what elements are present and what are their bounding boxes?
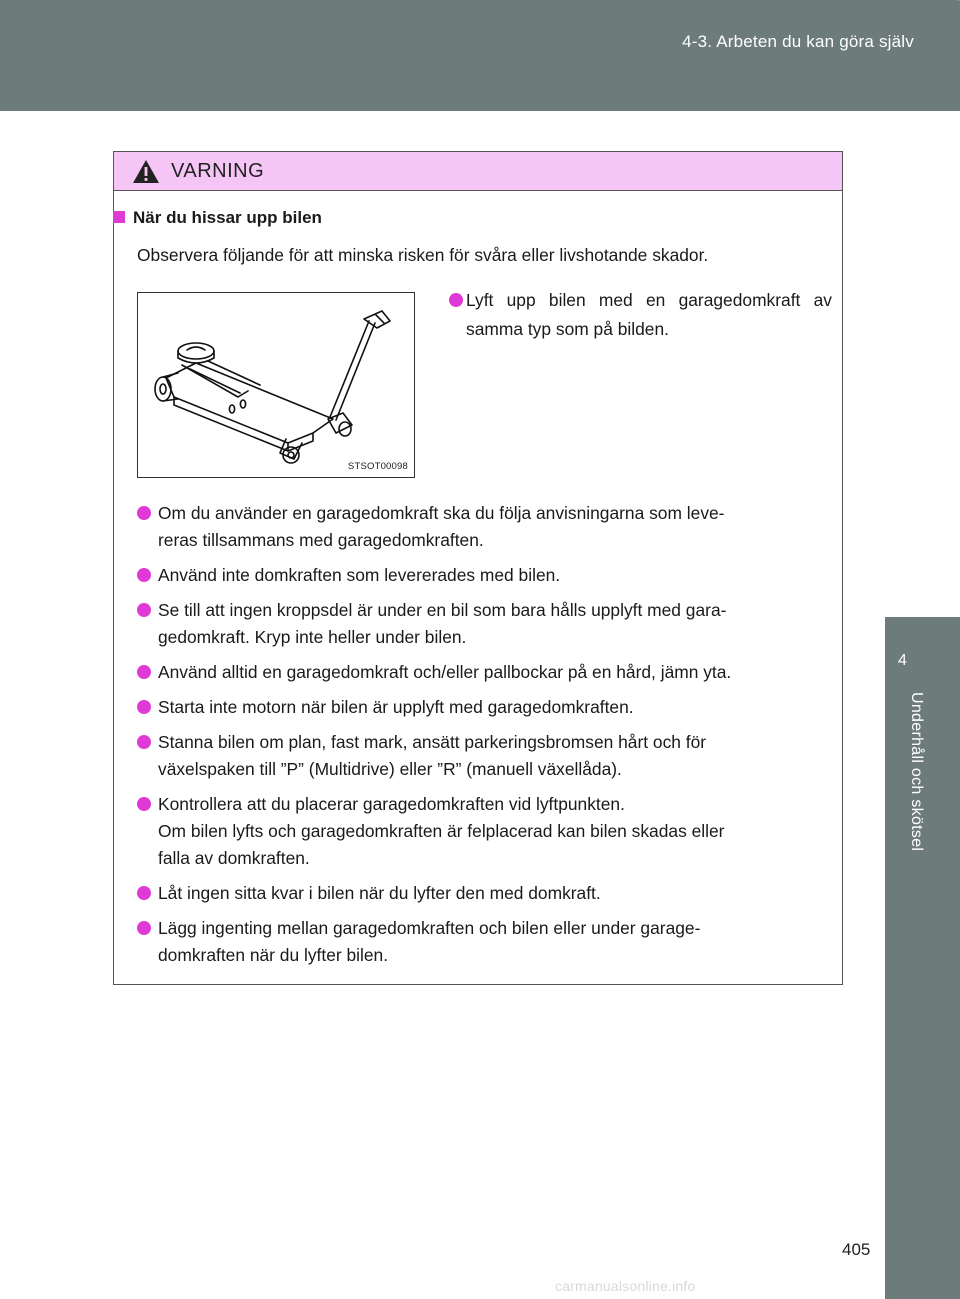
- list-item: [137, 915, 832, 969]
- square-bullet-icon: [113, 211, 125, 223]
- garage-jack-illustration: [137, 292, 415, 478]
- section-heading: [113, 208, 322, 228]
- bullet-text: Kontrollera att du placerar garagedomkraften vid lyftpunkten. Om bilen lyfts och garagedomkraften är felplacerad kan bilen skadas eller falla av domkraften.: [158, 794, 725, 868]
- garage-jack-icon: [138, 293, 414, 477]
- list-item: [137, 880, 832, 907]
- section-title: 4-3. Arbeten du kan göra själv: [682, 32, 914, 51]
- bullet-dot-icon: [137, 506, 151, 520]
- header-band: [0, 0, 960, 111]
- chapter-number: 4: [898, 652, 907, 669]
- bullet-dot-icon: [137, 886, 151, 900]
- bullet-text: Låt ingen sitta kvar i bilen när du lyfter den med domkraft.: [158, 883, 601, 903]
- list-item: [137, 694, 832, 721]
- bullet-text: Använd inte domkraften som levererades med bilen.: [158, 565, 561, 585]
- bullet-dot-icon: [137, 665, 151, 679]
- bullet-dot-icon: [137, 603, 151, 617]
- bullet-text: Se till att ingen kroppsdel är under en bil som bara hålls upplyft med gara- gedomkraft. Kryp inte heller under bilen.: [158, 600, 727, 647]
- bullet-text: Stanna bilen om plan, fast mark, ansätt parkeringsbromsen hårt och för växelspaken till ”P” (Multidrive) eller ”R” (manuell växellåda).: [158, 732, 707, 779]
- warning-triangle-icon: [132, 159, 160, 184]
- section-heading-text: När du hissar upp bilen: [133, 208, 322, 227]
- bullet-dot-icon: [137, 700, 151, 714]
- intro-text: Observera följande för att minska risken för svåra eller livshotande skador.: [137, 245, 709, 265]
- warning-header: [114, 152, 842, 191]
- warning-title: VARNING: [171, 160, 265, 182]
- bullet-dot-icon: [137, 797, 151, 811]
- chapter-label: Underhåll och skötsel: [908, 692, 925, 852]
- bullet-dot-icon: [137, 568, 151, 582]
- bullet-list: [137, 500, 832, 977]
- list-item: [137, 562, 832, 589]
- bullet-text: Använd alltid en garagedomkraft och/eller pallbockar på en hård, jämn yta.: [158, 662, 732, 682]
- bullet-dot-icon: [137, 921, 151, 935]
- page-number: 405: [842, 1240, 871, 1259]
- list-item: [137, 597, 832, 651]
- watermark: carmanualsonline.info: [555, 1278, 696, 1294]
- bullet-dot-icon: [137, 735, 151, 749]
- bullet-text: Starta inte motorn när bilen är upplyft med garagedomkraften.: [158, 697, 634, 717]
- bullet-text: Lägg ingenting mellan garagedomkraften och bilen eller under garage- domkraften när du lyfter bilen.: [158, 918, 701, 965]
- list-item: [137, 729, 832, 783]
- bullet-text: Lyft upp bilen med en garagedomkraft av samma typ som på bilden.: [466, 290, 832, 339]
- list-item: [137, 500, 832, 554]
- bullet-dot-icon: [449, 293, 463, 307]
- list-item: [137, 659, 832, 686]
- list-item: [137, 791, 832, 872]
- bullet-item-lift: [449, 286, 832, 344]
- bullet-text: Om du använder en garagedomkraft ska du följa anvisningarna som leve- reras tillsammans med garagedomkraften.: [158, 503, 725, 550]
- illustration-code: STSOT00098: [347, 461, 408, 472]
